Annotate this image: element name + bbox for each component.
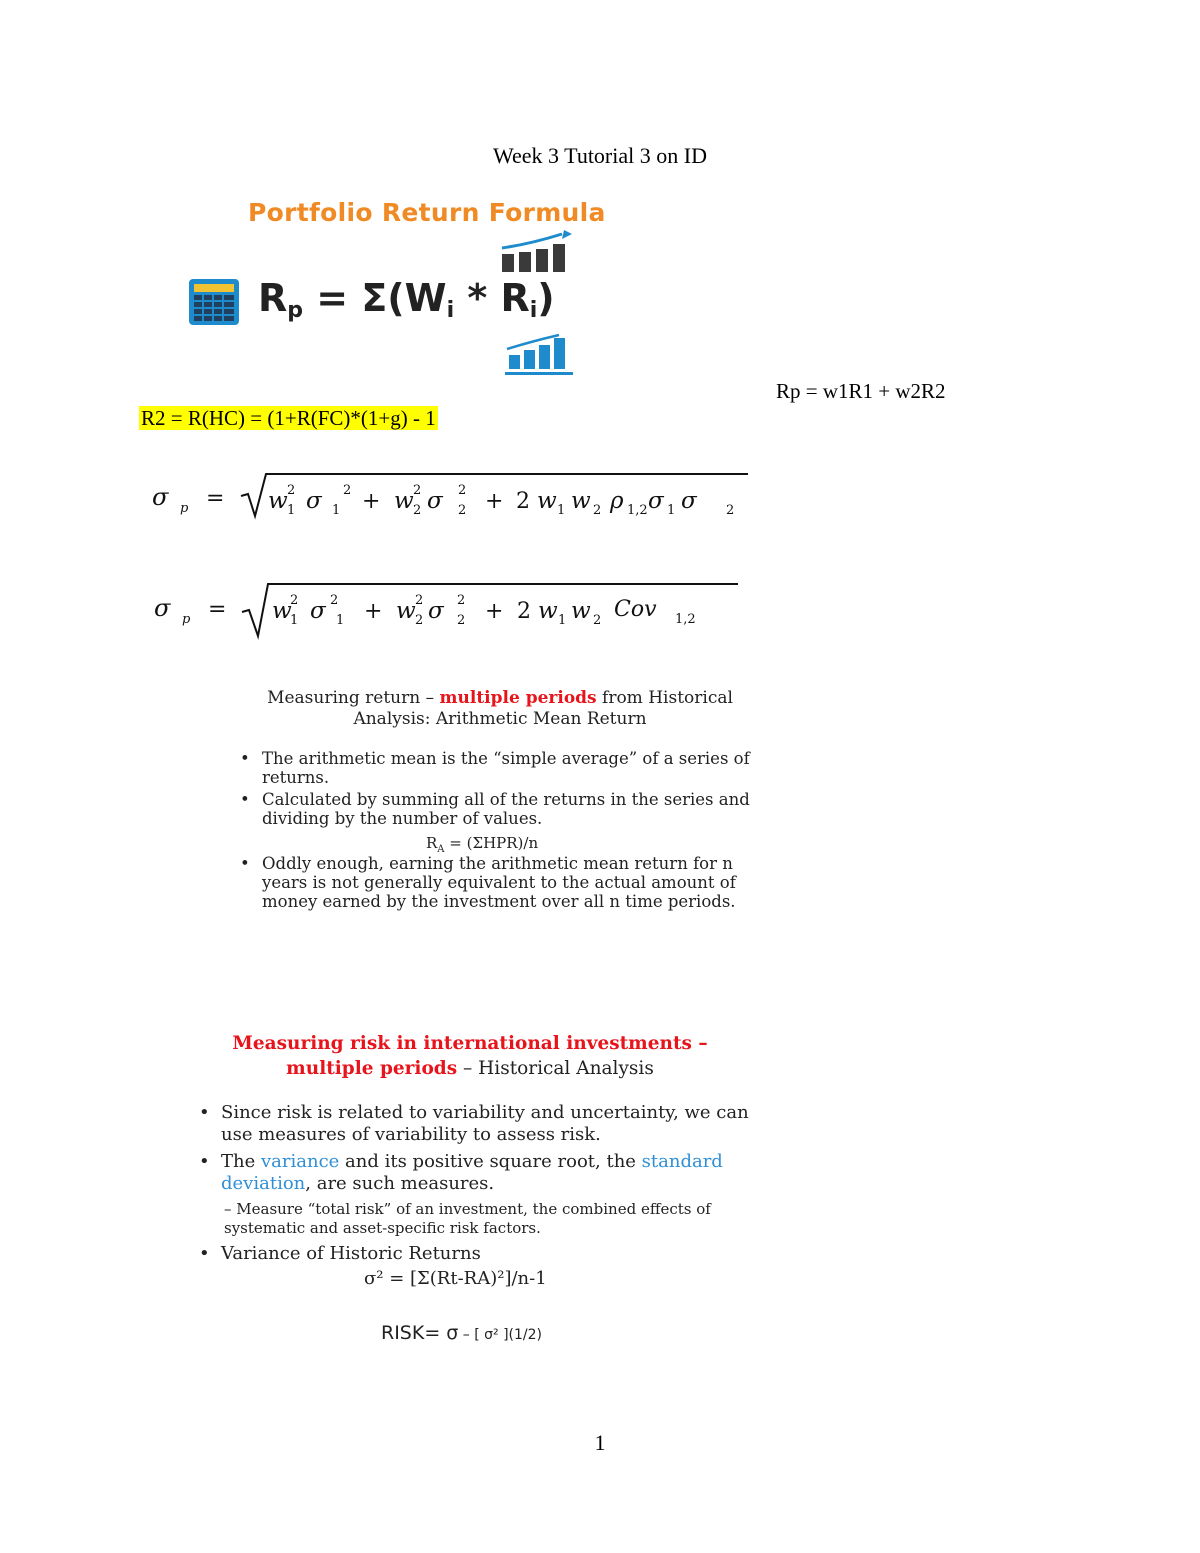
- svg-text:p: p: [182, 612, 191, 627]
- svg-text:1,2: 1,2: [675, 612, 696, 627]
- slide-risk-bullets: [221, 1102, 761, 1200]
- calculator-icon: [188, 278, 240, 326]
- r2-equation-highlighted: R2 = R(HC) = (1+R(FC)*(1+g) - 1: [141, 406, 436, 430]
- svg-text:2: 2: [457, 593, 466, 608]
- svg-text:ρ: ρ: [610, 488, 624, 514]
- svg-text:Cov: Cov: [614, 597, 657, 622]
- svg-text:+: +: [485, 599, 504, 624]
- growth-chart-icon: [500, 230, 580, 274]
- svg-text:σ: σ: [427, 488, 443, 514]
- svg-text:=: =: [206, 486, 225, 511]
- svg-text:1: 1: [336, 613, 345, 628]
- svg-text:σ: σ: [428, 598, 444, 624]
- page-number: 1: [594, 1430, 606, 1455]
- list-item: • Oddly enough, earning the arithmetic mean return for n years is not generally equivalent to the actual amount of money earned by the investment over all n time periods.: [262, 854, 782, 911]
- svg-text:2: 2: [415, 613, 424, 628]
- svg-text:1: 1: [287, 503, 296, 518]
- svg-text:w: w: [268, 488, 288, 514]
- svg-text:σ: σ: [306, 488, 322, 514]
- svg-text:w: w: [571, 598, 591, 624]
- list-item: • Calculated by summing all of the returns in the series and dividing by the number of values.: [262, 790, 782, 828]
- svg-text:w: w: [537, 488, 557, 514]
- svg-text:σ: σ: [154, 594, 171, 622]
- svg-text:2: 2: [290, 593, 299, 608]
- page-title: Week 3 Tutorial 3 on ID: [493, 143, 707, 168]
- svg-text:+: +: [485, 489, 504, 514]
- svg-text:1: 1: [557, 503, 566, 518]
- portfolio-formula-title: Portfolio Return Formula: [248, 198, 606, 227]
- portfolio-sd-cov-formula: [140, 576, 760, 642]
- arithmetic-mean-formula: $R_A = (\Sigma HPR)/n$: [426, 834, 539, 855]
- svg-text:2: 2: [593, 613, 602, 628]
- svg-text:w: w: [538, 598, 558, 624]
- svg-text:1,2: 1,2: [627, 503, 648, 518]
- svg-text:2: 2: [516, 489, 530, 514]
- svg-text:2: 2: [287, 483, 296, 498]
- svg-text:2: 2: [413, 483, 422, 498]
- svg-text:+: +: [362, 489, 381, 514]
- svg-text:w: w: [571, 488, 591, 514]
- total-risk-note: – Measure “total risk” of an investment, the combined effects of systematic and asset-specific risk factors.: [224, 1200, 711, 1237]
- svg-text:2: 2: [726, 503, 735, 518]
- svg-text:2: 2: [458, 483, 467, 498]
- slide-risk-title: Measuring risk in international investments – multiple periods – Historical Analysis: [232, 1033, 708, 1079]
- slide-return-bullets: [262, 749, 782, 914]
- svg-text:1: 1: [332, 503, 341, 518]
- svg-text:w: w: [272, 598, 292, 624]
- svg-text:σ: σ: [648, 488, 664, 514]
- svg-text:σ: σ: [681, 488, 697, 514]
- svg-text:σ: σ: [152, 483, 169, 511]
- slide-return-title: Measuring return – multiple periods from Historical Analysis: Arithmetic Mean Return: [267, 688, 733, 729]
- portfolio-return-formula: Rp = Σ(Wi * Ri): [258, 276, 555, 323]
- list-item: • The arithmetic mean is the “simple average” of a series of returns.: [262, 749, 782, 787]
- svg-text:2: 2: [593, 503, 602, 518]
- svg-text:2: 2: [343, 483, 352, 498]
- variance-formula: σ² = [Σ(Rt-RA)²]/n-1: [364, 1268, 547, 1289]
- svg-text:1: 1: [290, 613, 299, 628]
- svg-text:w: w: [396, 598, 416, 624]
- svg-text:2: 2: [415, 593, 424, 608]
- variance-bullet: • Variance of Historic Returns: [221, 1243, 481, 1264]
- svg-text:1: 1: [558, 613, 567, 628]
- svg-text:2: 2: [458, 503, 467, 518]
- svg-text:2: 2: [517, 599, 531, 624]
- svg-text:2: 2: [413, 503, 422, 518]
- portfolio-sd-rho-formula: [140, 466, 760, 528]
- svg-text:p: p: [180, 501, 189, 516]
- risk-formula: RISK= σ – [ σ² ](1/2): [381, 1322, 542, 1344]
- svg-text:+: +: [364, 599, 383, 624]
- list-item: • The variance and its positive square root, the standard deviation, are such measures.: [221, 1151, 761, 1195]
- svg-text:w: w: [394, 488, 414, 514]
- svg-text:=: =: [208, 597, 227, 622]
- list-item: • Since risk is related to variability and uncertainty, we can use measures of variability to assess risk.: [221, 1102, 761, 1146]
- svg-text:1: 1: [667, 503, 676, 518]
- rp-equation: Rp = w1R1 + w2R2: [776, 379, 946, 403]
- svg-text:2: 2: [330, 593, 339, 608]
- bar-chart-icon: [503, 333, 575, 377]
- svg-text:σ: σ: [310, 598, 326, 624]
- svg-text:2: 2: [457, 613, 466, 628]
